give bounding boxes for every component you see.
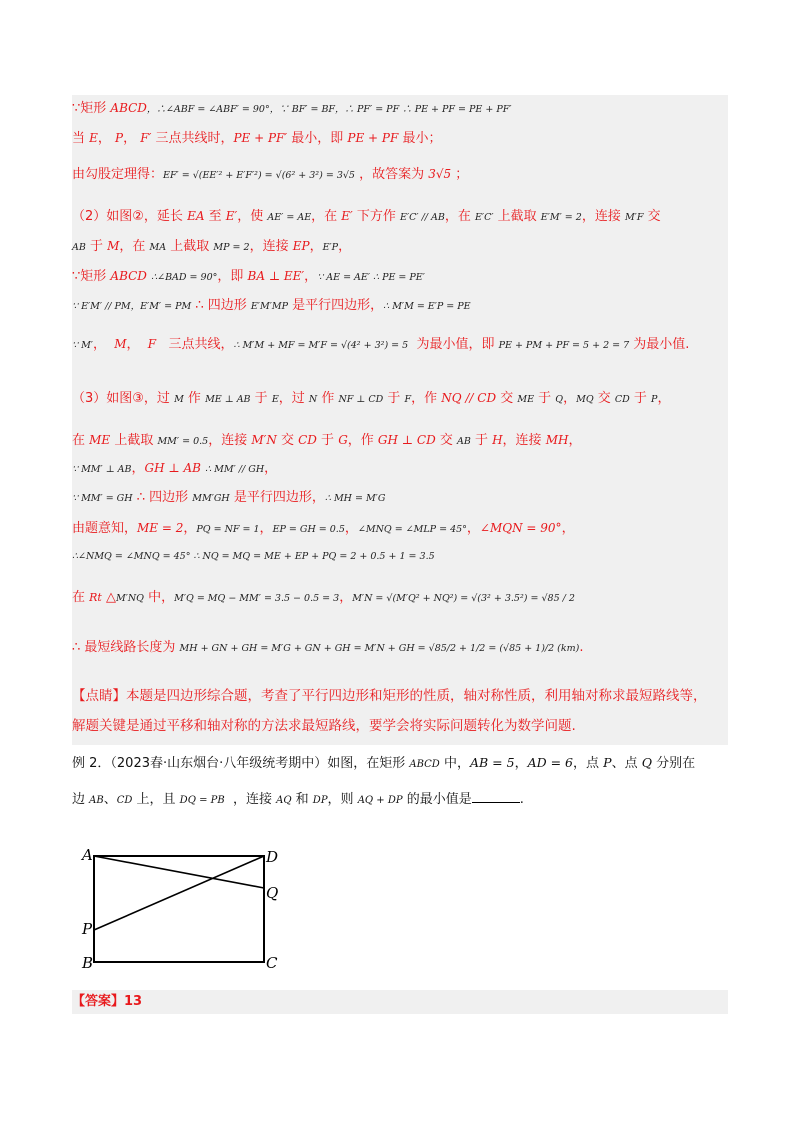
solution-line-13: 由题意知，ME = 2，PQ = NF = 1，EP = GH = 0.5，∠MNQ = ∠MLP = 45°，∠MQN = 90°， — [72, 521, 575, 536]
solution-line-11: ∵ MM′ ⊥ AB，GH ⊥ AB ∴ MM′ // GH， — [72, 461, 278, 476]
solution-line-9: （3）如图③，过 M 作 ME ⊥ AB 于 E，过 N 作 NF ⊥ CD 于 F，作 NQ // CD 交 ME 于 Q，MQ 交 CD 于 P， — [72, 391, 671, 406]
solution-line-14: ∴∠NMQ = ∠MNQ = 45° ∴ NQ = MQ = ME + EP + PQ = 2 + 0.5 + 1 = 3.5 — [72, 551, 435, 562]
solution-line-15: 在 Rt △M′NQ 中，M′Q = MQ − MM′ = 3.5 − 0.5 = 3，M′N = √(M′Q² + NQ²) = √(3² + 3.5²) = √85 / 2 — [72, 590, 575, 605]
label-p: P — [82, 920, 93, 938]
rectangle-figure — [78, 842, 288, 972]
solution-line-2: 当 E， P， F′ 三点共线时，PE + PF′ 最小，即 PE + PF 最小； — [72, 131, 442, 146]
solution-line-6: ∵矩形 ABCD ∴∠BAD = 90°，即 BA ⊥ EE′，∵ AE = AE′ ∴ PE = PE′ — [72, 269, 425, 284]
label-a: A — [82, 846, 93, 864]
segment-dp — [94, 856, 264, 930]
solution-line-4: （2）如图②，延长 EA 至 E′，使 AE′ = AE，在 E′ 下方作 E′C′ // AB，在 E′C′ 上截取 E′M′ = 2，连接 M′F 交 — [72, 209, 661, 224]
solution-line-7: ∵ E′M′ // PM，E′M′ = PM ∴ 四边形 E′M′MP 是平行四边形，∴ M′M = E′P = PE — [72, 298, 471, 313]
solution-line-8: ∵ M′， M， F 三点共线，∴ M′M + MF = M′F = √(4² + 3²) = 5 为最小值，即 PE + PM + PF = 5 + 2 = 7 为最小值. — [72, 337, 690, 352]
example-line-1: 例 2．（2023春·山东烟台·八年级统考期中）如图，在矩形 ABCD 中，AB = 5，AD = 6，点 P、点 Q 分别在 — [72, 755, 696, 771]
solution-note-2: 解题关键是通过平移和轴对称的方法求最短路线，要学会将实际问题转化为数学问题. — [72, 718, 576, 734]
segment-aq — [94, 856, 264, 888]
solution-line-10: 在 ME 上截取 MM′ = 0.5，连接 M′N 交 CD 于 G，作 GH ⊥ CD 交 AB 于 H，连接 MH， — [72, 433, 582, 448]
label-b: B — [82, 954, 94, 972]
label-d: D — [266, 848, 279, 866]
solution-line-3: 由勾股定理得：EF′ = √(EE′² + E′F′²) = √(6² + 3²) = 3√5 ，故答案为 3√5 ； — [72, 167, 469, 182]
solution-line-1: ∵矩形 ABCD，∴∠ABF = ∠ABF′ = 90°，∵ BF′ = BF，∴ PF′ = PF ∴ PE + PF = PE + PF′ — [72, 101, 512, 116]
solution-line-5: AB 于 M，在 MA 上截取 MP = 2，连接 EP，E′P， — [72, 239, 352, 254]
example-line-2: 边 AB、CD 上，且 DQ = PB ，连接 AQ 和 DP，则 AQ + DP 的最小值是 . — [72, 792, 524, 807]
label-q: Q — [266, 884, 279, 902]
label-c: C — [266, 954, 278, 972]
solution-line-12: ∵ MM′ = GH ∴ 四边形 MM′GH 是平行四边形，∴ MH = M′G — [72, 490, 386, 505]
solution-note-1: 【点睛】本题是四边形综合题，考查了平行四边形和矩形的性质，轴对称性质，利用轴对称求最短路线等， — [72, 688, 707, 704]
solution-line-16: ∴ 最短线路长度为 MH + GN + GH = M′G + GN + GH = M′N + GH = √85/2 + 1/2 = (√85 + 1)/2 (km). — [72, 640, 584, 655]
answer-line: 【答案】13 — [72, 990, 728, 1014]
